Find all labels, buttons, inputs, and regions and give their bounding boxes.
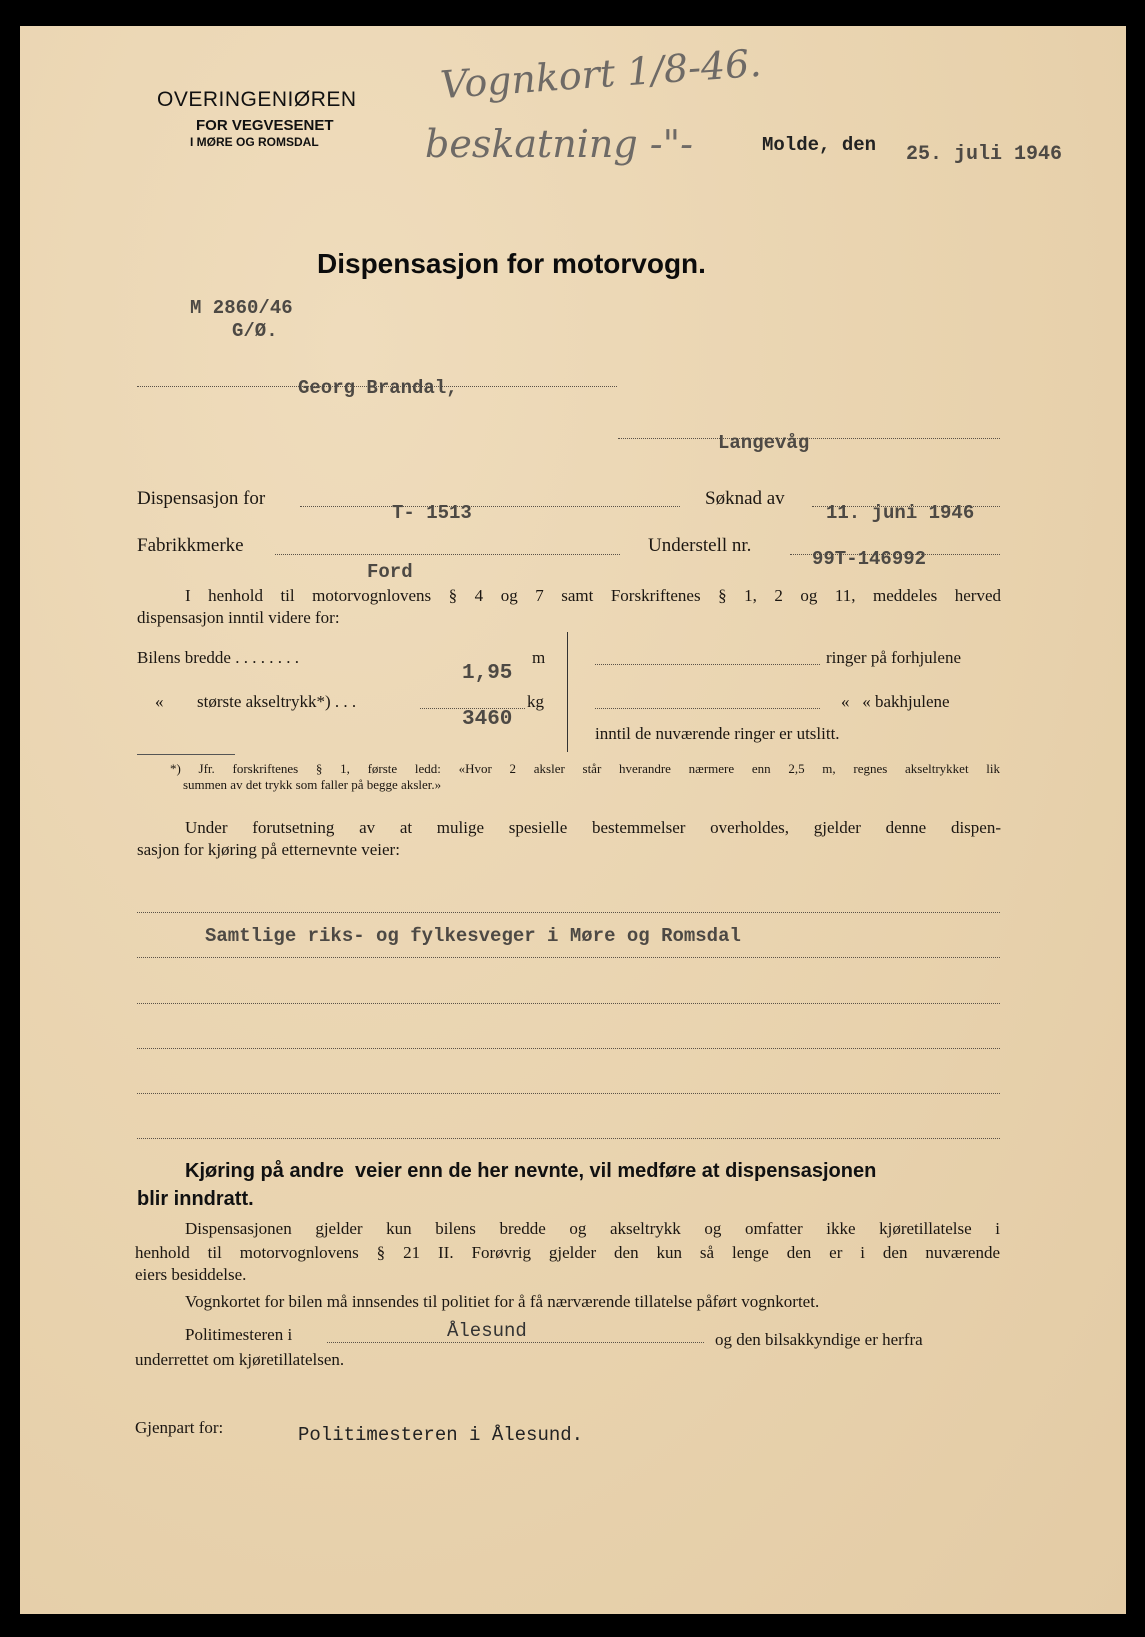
roads-value: Samtlige riks- og fylkesveger i Møre og Romsdal: [205, 925, 741, 947]
politi-label: Politimesteren i: [185, 1325, 293, 1344]
fabrikk-value: Ford: [367, 561, 413, 583]
road-line-5: [137, 1093, 1000, 1094]
letterhead-title: OVERINGENIØREN: [157, 88, 357, 111]
conditions-line1: Under forutsetning av at mulige spesielle bestemmelser overholdes, gjelder denne dispen-: [185, 818, 1001, 837]
dispensasjon-value: T- 1513: [392, 502, 472, 524]
conditions-line2: sasjon for kjøring på etternevnte veier:: [137, 840, 400, 859]
aksel-value: 3460: [462, 708, 513, 731]
bakhjul-line: [595, 708, 820, 709]
footnote-line2: summen av det trykk som faller på begge aksler.»: [183, 777, 442, 792]
gjenpart-label: Gjenpart for:: [135, 1418, 224, 1437]
road-line-4: [137, 1048, 1000, 1049]
dispensasjon-label: Dispensasjon for: [137, 488, 266, 509]
recipient-name: Georg Brandal,: [298, 377, 458, 399]
understell-value: 99T-146992: [812, 548, 927, 570]
reference-initials: G/Ø.: [232, 320, 278, 342]
letterhead-subtitle: FOR VEGVESENET: [196, 117, 334, 134]
gjenpart-value: Politimesteren i Ålesund.: [298, 1424, 584, 1446]
warning-line1: Kjøring på andre veier enn de her nevnte, vil medføre at dispensasjonen: [185, 1160, 877, 1182]
aksel-unit: kg: [527, 692, 544, 711]
recipient-place: Langevåg: [718, 432, 810, 454]
place-label: Molde, den: [762, 134, 877, 156]
road-line-6: [137, 1138, 1000, 1139]
footnote-rule: [137, 754, 235, 755]
body1-line3: eiers besiddelse.: [135, 1265, 247, 1284]
soknad-value: 11. juni 1946: [826, 502, 975, 524]
letterhead-region: I MØRE OG ROMSDAL: [190, 135, 319, 149]
document-title: Dispensasjon for motorvogn.: [317, 248, 706, 279]
road-line-2: [137, 957, 1000, 958]
handwritten-note-1: Vognkort 1/8-46.: [438, 40, 763, 108]
politi-value: Ålesund: [447, 1320, 527, 1342]
bredde-value: 1,95: [462, 662, 513, 685]
body1-line1: Dispensasjonen gjelder kun bilens bredde og akseltrykk og omfatter ikke kjøretillatelse i: [185, 1219, 1000, 1238]
soknad-label: Søknad av: [705, 488, 785, 509]
intro-line1: I henhold til motorvognlovens § 4 og 7 samt Forskriftenes § 1, 2 og 11, meddeles herved: [185, 586, 1001, 605]
fabrikk-label: Fabrikkmerke: [137, 535, 244, 556]
politi-line2: underrettet om kjøretillatelsen.: [135, 1350, 345, 1369]
body2: Vognkortet for bilen må innsendes til politiet for å få nærværende tillatelse påført vognkortet.: [185, 1292, 820, 1311]
aksel-label: største akseltrykk*) . . .: [197, 692, 357, 711]
column-divider: [567, 632, 568, 752]
warning-line2: blir inndratt.: [137, 1188, 254, 1210]
dispensasjon-line: [300, 506, 680, 507]
reference-number: M 2860/46: [190, 297, 293, 319]
handwritten-note-2: beskatning -"-: [425, 122, 693, 166]
road-line-3: [137, 1003, 1000, 1004]
intro-line2: dispensasjon inntil videre for:: [137, 608, 340, 627]
body1-line2: henhold til motorvognlovens § 21 II. Forøvrig gjelder den kun så lenge den er i den nuværende: [135, 1243, 1000, 1262]
bakhjul-label: « « bakhjulene: [841, 692, 950, 711]
utslitt-text: inntil de nuværende ringer er utslitt.: [595, 724, 840, 743]
forhjul-line: [595, 664, 820, 665]
road-line-1: [137, 912, 1000, 913]
bredde-unit: m: [532, 648, 546, 667]
forhjul-label: ringer på forhjulene: [826, 648, 961, 667]
understell-label: Understell nr.: [648, 535, 752, 556]
letter-date: 25. juli 1946: [906, 143, 1063, 166]
bredde-label: Bilens bredde . . . . . . . .: [137, 648, 299, 667]
aksel-quote: «: [155, 692, 164, 711]
fabrikk-line: [275, 554, 620, 555]
politi-rest: og den bilsakkyndige er herfra: [715, 1330, 923, 1349]
footnote-line1: *) Jfr. forskriftenes § 1, første ledd: «Hvor 2 aksler står hverandre nærmere enn 2,5 m, regnes akseltrykket lik: [170, 761, 1000, 776]
politi-line: [327, 1342, 704, 1343]
